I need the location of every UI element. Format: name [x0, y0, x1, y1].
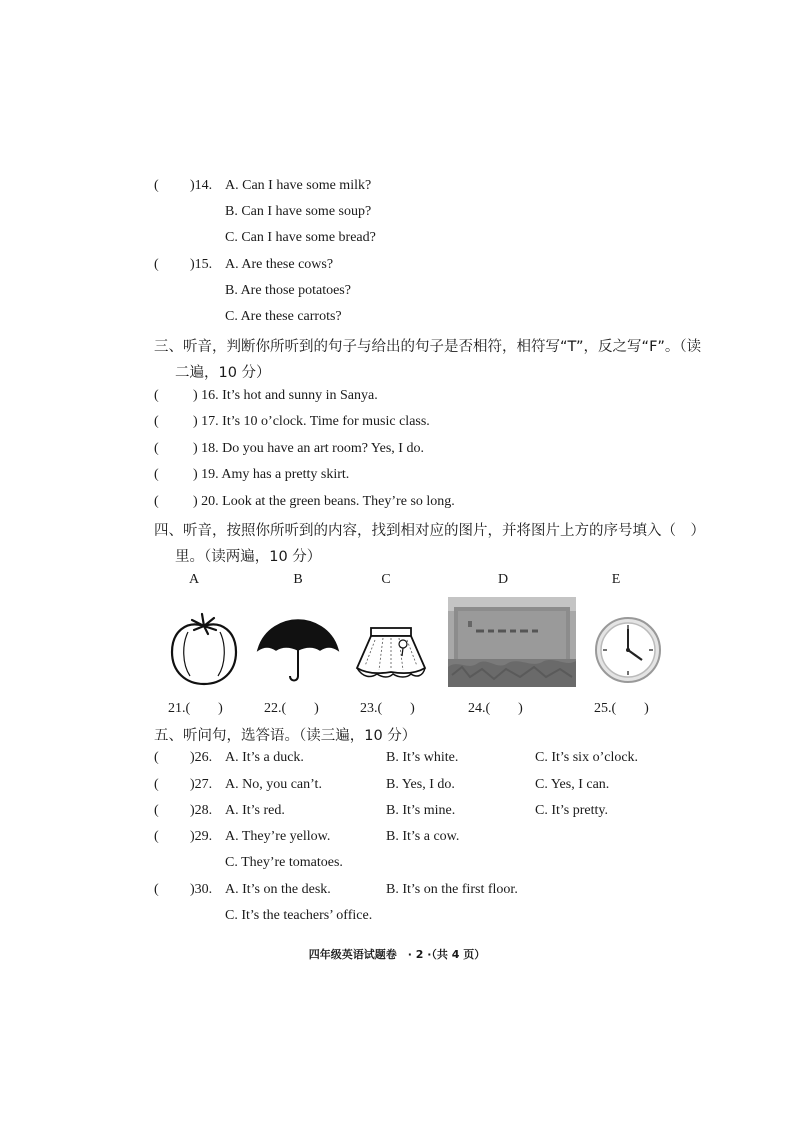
umbrella-icon [256, 618, 340, 684]
option-a: A. Can I have some milk? [225, 178, 372, 193]
option-c: C. They’re tomatoes. [225, 855, 343, 870]
question-number: )14. [190, 178, 213, 193]
option-c: C. It’s pretty. [535, 803, 608, 818]
answer-blank-22: 22.( ) [264, 701, 319, 716]
option-a: A. Are these cows? [225, 257, 334, 272]
section-4-heading: 四、听音，按照你所听到的内容，找到相对应的图片，并将图片上方的序号填入（ ） [154, 523, 705, 539]
question-number: )15. [190, 257, 213, 272]
question-number: )26. [190, 750, 213, 765]
option-b: B. Yes, I do. [386, 777, 455, 792]
tf-question-18: ) 18. Do you have an art room? Yes, I do. [193, 441, 424, 456]
answer-paren: ( [154, 441, 159, 456]
option-a: A. No, you can’t. [225, 777, 322, 792]
picture-label-d: D [497, 572, 509, 587]
answer-blank-21: 21.( ) [168, 701, 223, 716]
option-b: B. It’s a cow. [386, 829, 460, 844]
answer-blank-24: 24.( ) [468, 701, 523, 716]
option-b: B. Are those potatoes? [225, 283, 351, 298]
answer-paren: ( [154, 467, 159, 482]
clock-icon [594, 616, 662, 684]
option-c: C. Are these carrots? [225, 309, 342, 324]
tf-question-17: ) 17. It’s 10 o’clock. Time for music class. [193, 414, 430, 429]
option-c: C. Yes, I can. [535, 777, 610, 792]
section-5-heading: 五、听问句，选答语。（读三遍，10 分） [154, 728, 417, 744]
section-4-heading-cont: 里。（读两遍，10 分） [175, 549, 322, 565]
answer-paren: ( [154, 494, 159, 509]
option-b: B. It’s on the first floor. [386, 882, 518, 897]
picture-label-a: A [188, 572, 200, 587]
answer-paren: ( [154, 750, 159, 765]
section-3-heading: 三、听音，判断你所听到的句子与给出的句子是否相符，相符写“T”，反之写“F”。（读 [154, 339, 702, 355]
option-c: C. Can I have some bread? [225, 230, 376, 245]
answer-blank-23: 23.( ) [360, 701, 415, 716]
option-b: B. It’s white. [386, 750, 459, 765]
school-building-photo [448, 597, 576, 687]
tomato-icon [168, 612, 240, 686]
section-3-heading-cont: 二遍，10 分） [175, 365, 271, 381]
option-a: A. It’s red. [225, 803, 285, 818]
option-b: B. It’s mine. [386, 803, 456, 818]
option-a: A. It’s a duck. [225, 750, 304, 765]
option-a: A. It’s on the desk. [225, 882, 331, 897]
skirt-icon [353, 624, 429, 680]
answer-paren: ( [154, 829, 159, 844]
tf-question-16: ) 16. It’s hot and sunny in Sanya. [193, 388, 378, 403]
tf-question-19: ) 19. Amy has a pretty skirt. [193, 467, 350, 482]
question-number: )29. [190, 829, 213, 844]
answer-paren: ( [154, 882, 159, 897]
picture-label-c: C [381, 572, 391, 587]
question-number: )30. [190, 882, 213, 897]
tf-question-20: ) 20. Look at the green beans. They’re so long. [193, 494, 455, 509]
answer-paren: ( [154, 803, 159, 818]
answer-paren: ( [154, 178, 159, 193]
picture-label-e: E [611, 572, 621, 587]
option-c: C. It’s six o’clock. [535, 750, 639, 765]
option-a: A. They’re yellow. [225, 829, 331, 844]
question-number: )27. [190, 777, 213, 792]
question-number: )28. [190, 803, 213, 818]
answer-paren: ( [154, 414, 159, 429]
answer-paren: ( [154, 777, 159, 792]
answer-blank-25: 25.( ) [594, 701, 649, 716]
picture-label-b: B [293, 572, 303, 587]
answer-paren: ( [154, 257, 159, 272]
option-c: C. It’s the teachers’ office. [225, 908, 373, 923]
answer-paren: ( [154, 388, 159, 403]
option-b: B. Can I have some soup? [225, 204, 372, 219]
page-footer: 四年级英语试题卷 · 2 ·（共 4 页） [308, 948, 486, 961]
